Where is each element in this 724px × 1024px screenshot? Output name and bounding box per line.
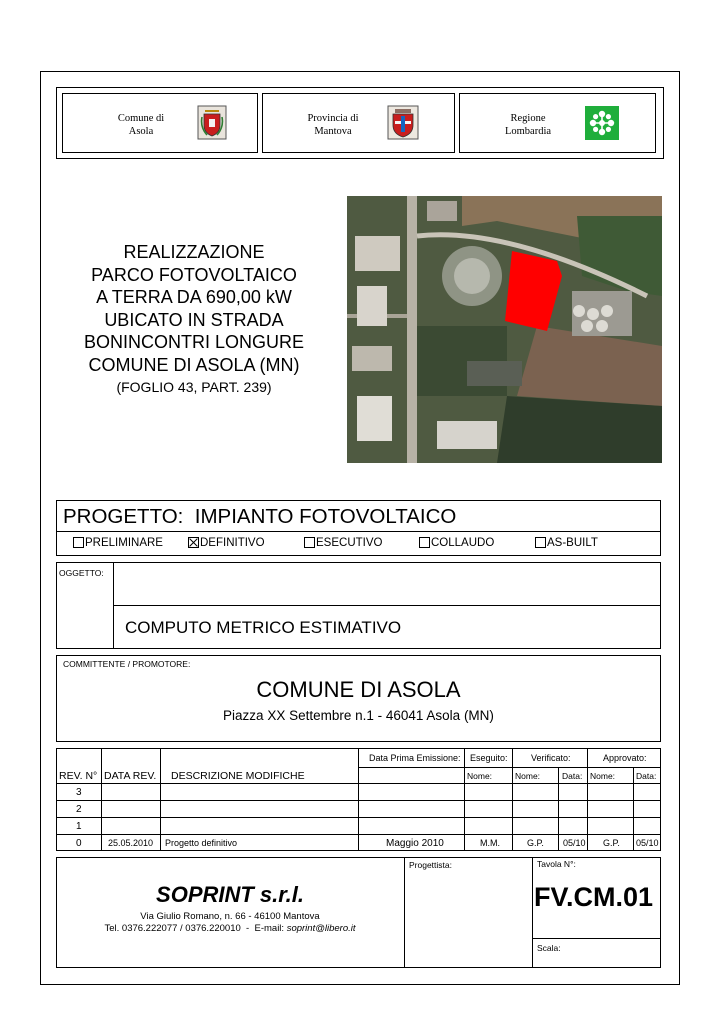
descrizione-header: DESCRIZIONE MODIFICHE [171, 770, 305, 782]
rev-number-header: REV. N° [59, 770, 98, 782]
rev-row-0-verificato-nome: G.P. [527, 838, 544, 848]
rev-row-2-number: 2 [76, 804, 82, 815]
rev-row-1-number: 1 [76, 821, 82, 832]
company-name: SOPRINT s.r.l. [156, 882, 304, 907]
phase-preliminare[interactable] [73, 537, 163, 550]
phase-esecutivo[interactable] [304, 537, 382, 550]
mantova-crest-icon [387, 105, 419, 140]
footer-vline-2 [532, 857, 533, 968]
committente-name: COMUNE DI ASOLA [256, 677, 461, 702]
regione-line1: Regione [510, 113, 546, 124]
phase-esecutivo-label: ESECUTIVO [316, 537, 383, 549]
footer-hline [532, 938, 661, 939]
rev-vline [512, 748, 513, 851]
phase-collaudo[interactable] [419, 537, 494, 550]
data-rev-header: DATA REV. [104, 770, 157, 782]
tavola-label: Tavola N°: [537, 859, 576, 869]
rev-row-0-eseguito: M.M. [480, 838, 500, 848]
progettista-label: Progettista: [409, 860, 452, 870]
phase-esecutivo-checkbox[interactable] [304, 537, 315, 548]
company-contacts [56, 923, 404, 934]
verificato-nome-header: Nome: [515, 771, 541, 781]
phase-definitivo[interactable] [188, 537, 265, 550]
phase-definitivo-checkbox[interactable] [188, 537, 199, 548]
asola-crest-icon [197, 105, 227, 140]
email-link[interactable]: soprint@libero.it [286, 923, 356, 934]
tavola-number: FV.CM.01 [534, 882, 654, 912]
phase-collaudo-label: COLLAUDO [431, 537, 495, 549]
header-cell-regione [459, 93, 656, 153]
approvato-data-header: Data: [636, 771, 657, 781]
title-line-3: A TERRA DA 690,00 kW [96, 287, 292, 307]
oggetto-hdivider [113, 605, 661, 606]
phase-collaudo-checkbox[interactable] [419, 537, 430, 548]
rev-row-3-number: 3 [76, 787, 82, 798]
rev-row-0-verificato-data: 05/10 [563, 838, 586, 848]
rev-vline [587, 748, 588, 851]
title-line-5: BONINCONTRI LONGURE [83, 332, 305, 352]
rev-row-0-description: Progetto definitivo [165, 838, 238, 848]
aerial-site-map [347, 196, 662, 463]
header-cell-comune [62, 93, 258, 153]
rev-vline [464, 748, 465, 851]
phase-preliminare-checkbox[interactable] [73, 537, 84, 548]
comune-line1: Comune di [117, 113, 165, 124]
approvato-nome-header: Nome: [590, 771, 616, 781]
rev-row-0-number: 0 [76, 838, 82, 849]
title-line-2: PARCO FOTOVOLTAICO [91, 264, 297, 285]
phase-preliminare-label: PRELIMINARE [85, 537, 163, 549]
company-address: Via Giulio Romano, n. 66 - 46100 Mantova [140, 911, 320, 922]
eseguito-nome-header: Nome: [467, 771, 493, 781]
rev-vline [633, 767, 634, 851]
committente-label: COMMITTENTE / PROMOTORE: [63, 659, 191, 669]
scala-label: Scala: [537, 943, 561, 953]
progetto-divider [56, 531, 661, 532]
comune-line2: Asola [128, 126, 154, 137]
oggetto-value: COMPUTO METRICO ESTIMATIVO [125, 618, 402, 637]
footer-vline-1 [404, 857, 405, 968]
contacts-text: Tel. 0376.222077 / 0376.220010 - E-mail: [104, 923, 287, 934]
rev-vline [358, 748, 359, 851]
lombardia-rose-icon [585, 106, 619, 140]
title-line-4: UBICATO IN STRADA [104, 309, 284, 330]
eseguito-label: Eseguito: [470, 753, 508, 763]
title-line-6: COMUNE DI ASOLA (MN) [88, 354, 300, 375]
rev-vline [160, 748, 161, 851]
header-cell-provincia [262, 93, 455, 153]
rev-hline [358, 767, 661, 768]
phase-as-built-label: AS-BUILT [547, 537, 598, 549]
project-title [66, 241, 322, 398]
rev-row-0-date: 25.05.2010 [108, 838, 154, 848]
oggetto-label: OGGETTO: [59, 568, 104, 578]
rev-row-0-emission: Maggio 2010 [386, 838, 444, 849]
committente-address: Piazza XX Settembre n.1 - 46041 Asola (MN) [223, 708, 494, 723]
provincia-line1: Provincia di [307, 113, 359, 124]
data-prima-emissione-label: Data Prima Emissione: [369, 753, 461, 763]
phase-as-built[interactable] [535, 537, 598, 550]
title-line-7: (FOGLIO 43, PART. 239) [116, 379, 272, 395]
approvato-label: Approvato: [603, 753, 647, 763]
progetto-label: PROGETTO: IMPIANTO FOTOVOLTAICO [63, 505, 457, 528]
phase-definitivo-label: DEFINITIVO [200, 537, 265, 549]
rev-vline [101, 748, 102, 851]
title-line-1: REALIZZAZIONE [123, 242, 265, 262]
verificato-label: Verificato: [531, 753, 571, 763]
verificato-data-header: Data: [562, 771, 583, 781]
rev-row-0-approvato-data: 05/10 [636, 838, 659, 848]
phase-as-built-checkbox[interactable] [535, 537, 546, 548]
regione-line2: Lombardia [504, 126, 552, 137]
provincia-line2: Mantova [314, 126, 352, 137]
rev-row-0-approvato-nome: G.P. [603, 838, 620, 848]
rev-vline [558, 767, 559, 851]
